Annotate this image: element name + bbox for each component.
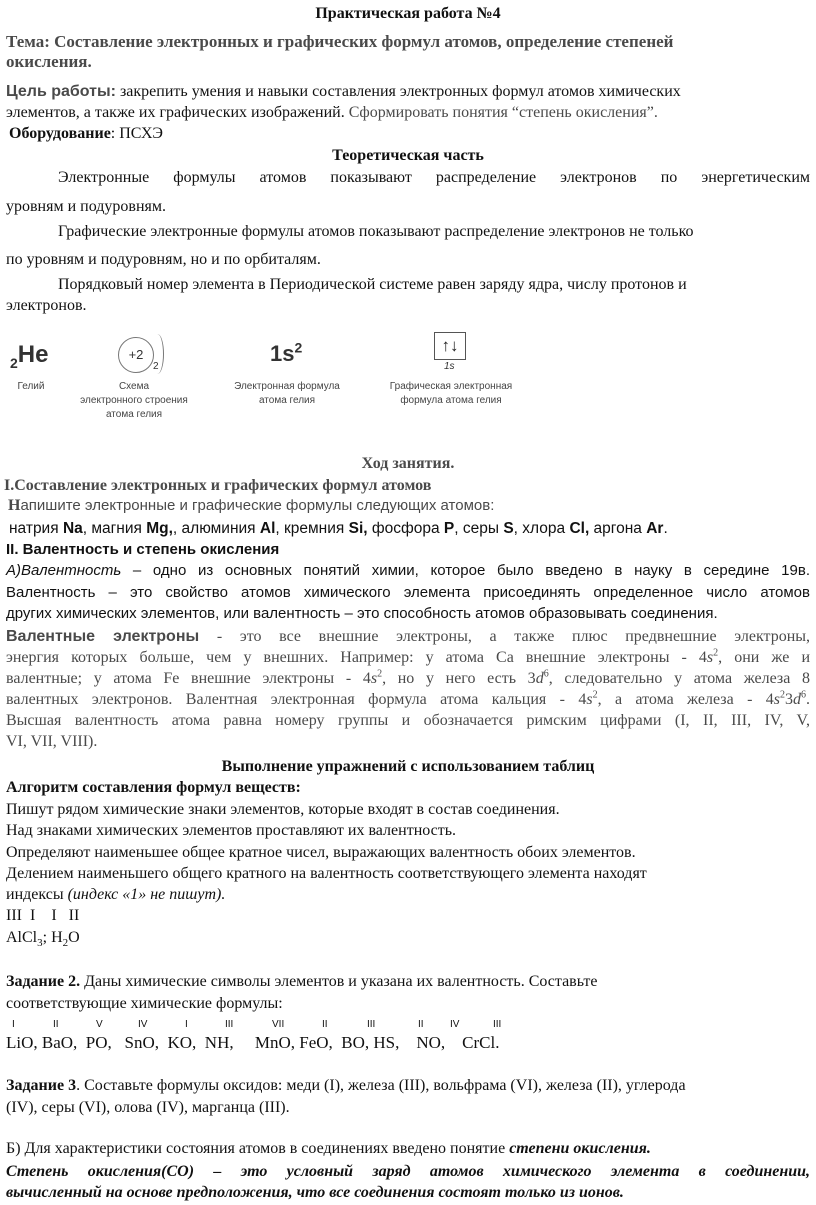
electron-formula: $1s^2$ [270, 339, 303, 366]
theory-p1-line1: Электронные формулы атомов показывают распределение электронов по энергетическим [58, 169, 810, 186]
element-symbol: Al [259, 520, 276, 537]
element-symbol: Si, [348, 520, 368, 537]
goal-text-2b: Сформировать понятия “степень окисления”. [348, 104, 658, 121]
valence-def-line3: других химических элементов, или валентность – это способность атомов образовывать соединения. [6, 605, 718, 622]
helium-caption: Гелий [17, 381, 45, 392]
task2-line2: соответствующие химические формулы: [6, 995, 283, 1012]
element-name: , серы [454, 520, 500, 537]
valence-def-line2: Валентность – это свойство атомов химического элемента присоединять определенное число атомов [6, 584, 810, 601]
valence-electrons-line3: валентные; у атома Fe внешние электроны - $4s^2$, но у него есть $3d^6$, следовательно у атома железа 8 [6, 668, 811, 687]
atom-scheme-circle: +2 [118, 337, 154, 373]
theory-p3-line1: Порядковый номер элемента в Периодической системе равен заряду ядра, числу протонов и [58, 276, 687, 293]
algorithm-step-3: Определяют наименьшее общее кратное чисел, выражающих валентность обоих элементов. [6, 844, 636, 861]
orbital-label: 1s [444, 361, 455, 372]
element-symbol: Cl, [569, 520, 590, 537]
task2-formulas: LiO, BaO, PO, SnO, KO, NH, MnO, FeO, BO, HS, NO, CrCl. [6, 1033, 500, 1052]
course-heading: Ход занятия. [361, 455, 455, 472]
element-name: , хлора [513, 520, 566, 537]
scheme-caption: Схема электронного строения атома гелия [80, 381, 188, 420]
element-name: , магния [82, 520, 142, 537]
goal-label: Цель работы: [6, 83, 116, 100]
topic-text-1: Составление электронных и графических формул атомов, определение степеней [54, 32, 674, 51]
theory-heading: Теоретическая часть [332, 147, 484, 164]
element-symbol: Ar [646, 520, 664, 537]
formula-caption: Электронная формула атома гелия [234, 381, 340, 406]
goal-line-2 [6, 103, 810, 123]
orbital-cell: ↑↓ [434, 332, 466, 360]
algorithm-heading: Алгоритм составления формул веществ: [6, 779, 301, 796]
higher-valence-line2: VI, VII, VIII). [6, 733, 98, 750]
valence-electrons-line2: энергия которых больше, чем у внешних. Например: у атома Са внешние электроны - $4s^2$, они же и [6, 647, 811, 666]
oxidation-intro: Б) Для характеристики состояния атомов в соединениях введено понятие степени окисления. [6, 1140, 651, 1157]
helium-symbol: 2He [10, 341, 49, 371]
goal-text-1: закрепить умения и навыки составления электронных формул атомов химических [119, 83, 681, 100]
goal-line-1 [6, 82, 810, 102]
algorithm-step-4b: индексы (индекс «1» не пишут). [6, 886, 226, 903]
helium-figure [0, 325, 816, 435]
higher-valence-line1: Высшая валентность атома равна номеру группы и обозначается римским цифрами (I, II, III, IV, V, [6, 712, 810, 729]
oxidation-def-line2: вычисленный на основе предположения, что все соединения состоят только из ионов. [6, 1184, 624, 1201]
element-symbol: S [503, 520, 514, 537]
example-valences: III I I II [6, 907, 80, 924]
section1-heading: I.Составление электронных и графических формул атомов [4, 477, 432, 494]
element-name: натрия [9, 520, 59, 537]
page-title: Практическая работа №4 [315, 5, 501, 22]
topic-line-2: окисления. [6, 52, 92, 71]
valence-def-line1: А)Валентность – одно из основных понятий химии, которое было введено в науку в середине 19в. [6, 562, 810, 579]
scheme-electrons: 2 [153, 361, 159, 372]
task3-line2: (IV), серы (VI), олова (IV), марганца (III). [6, 1099, 290, 1116]
element-symbol: P [443, 520, 455, 537]
algorithm-step-1: Пишут рядом химические знаки элементов, которые входят в состав соединения. [6, 801, 560, 818]
valence-electrons-line4: валентных электронов. Валентная электронная формула атома кальция - $4s^2$, а атома железа - $4s^23d^6$. [6, 689, 810, 708]
equipment-label: Оборудование [9, 125, 111, 142]
elements-list [9, 519, 810, 539]
section2-heading: II. Валентность и степень окисления [6, 541, 280, 558]
oxidation-def-line1: Степень окисления(СО) – это условный заряд атомов химического элемента в соединении, [6, 1163, 810, 1180]
graph-caption: Графическая электронная формула атома гелия [389, 381, 513, 406]
topic-line-1 [6, 32, 810, 52]
element-symbol: Na [62, 520, 83, 537]
equipment-line [9, 124, 810, 144]
task3-line1: Задание 3. Составьте формулы оксидов: меди (I), железа (III), вольфрама (VI), железа (II), углерода [6, 1077, 686, 1094]
task2-line1: Задание 2. Даны химические символы элементов и указана их валентность. Составьте [6, 973, 598, 990]
elements-end: . [663, 520, 668, 537]
exercises-heading: Выполнение упражнений с использованием таблиц [221, 758, 595, 775]
valence-electrons-line1: Валентные электроны - это все внешние электроны, а также плюс предвнешние электроны, [6, 628, 810, 645]
element-name: , кремния [275, 520, 345, 537]
element-name: аргона [589, 520, 642, 537]
element-name: фосфора [367, 520, 440, 537]
goal-text-2a: элементов, а также их графических изображений. [6, 104, 345, 121]
theory-p3-line2: электронов. [6, 297, 87, 314]
algorithm-step-4: Делением наименьшего общего кратного на валентность соответствующего элемента находят [6, 865, 647, 882]
element-name: , алюминия [172, 520, 256, 537]
theory-p2-line1: Графические электронные формулы атомов показывают распределение электронов не только [58, 223, 694, 240]
element-symbol: Mg, [146, 520, 173, 537]
equipment-value: : ПСХЭ [110, 125, 163, 142]
algorithm-step-2: Над знаками химических элементов проставляют их валентность. [6, 822, 457, 839]
theory-p1-line2: уровням и подуровням. [6, 198, 167, 215]
example-formulas: AlCl$_3$; $H_2O$ [6, 929, 80, 950]
task1-text: Напишите электронные и графические формулы следующих атомов: [8, 497, 495, 514]
theory-p2-line2: по уровням и подуровням, но и по орбиталям. [6, 251, 321, 268]
topic-label: Тема: [6, 32, 50, 51]
